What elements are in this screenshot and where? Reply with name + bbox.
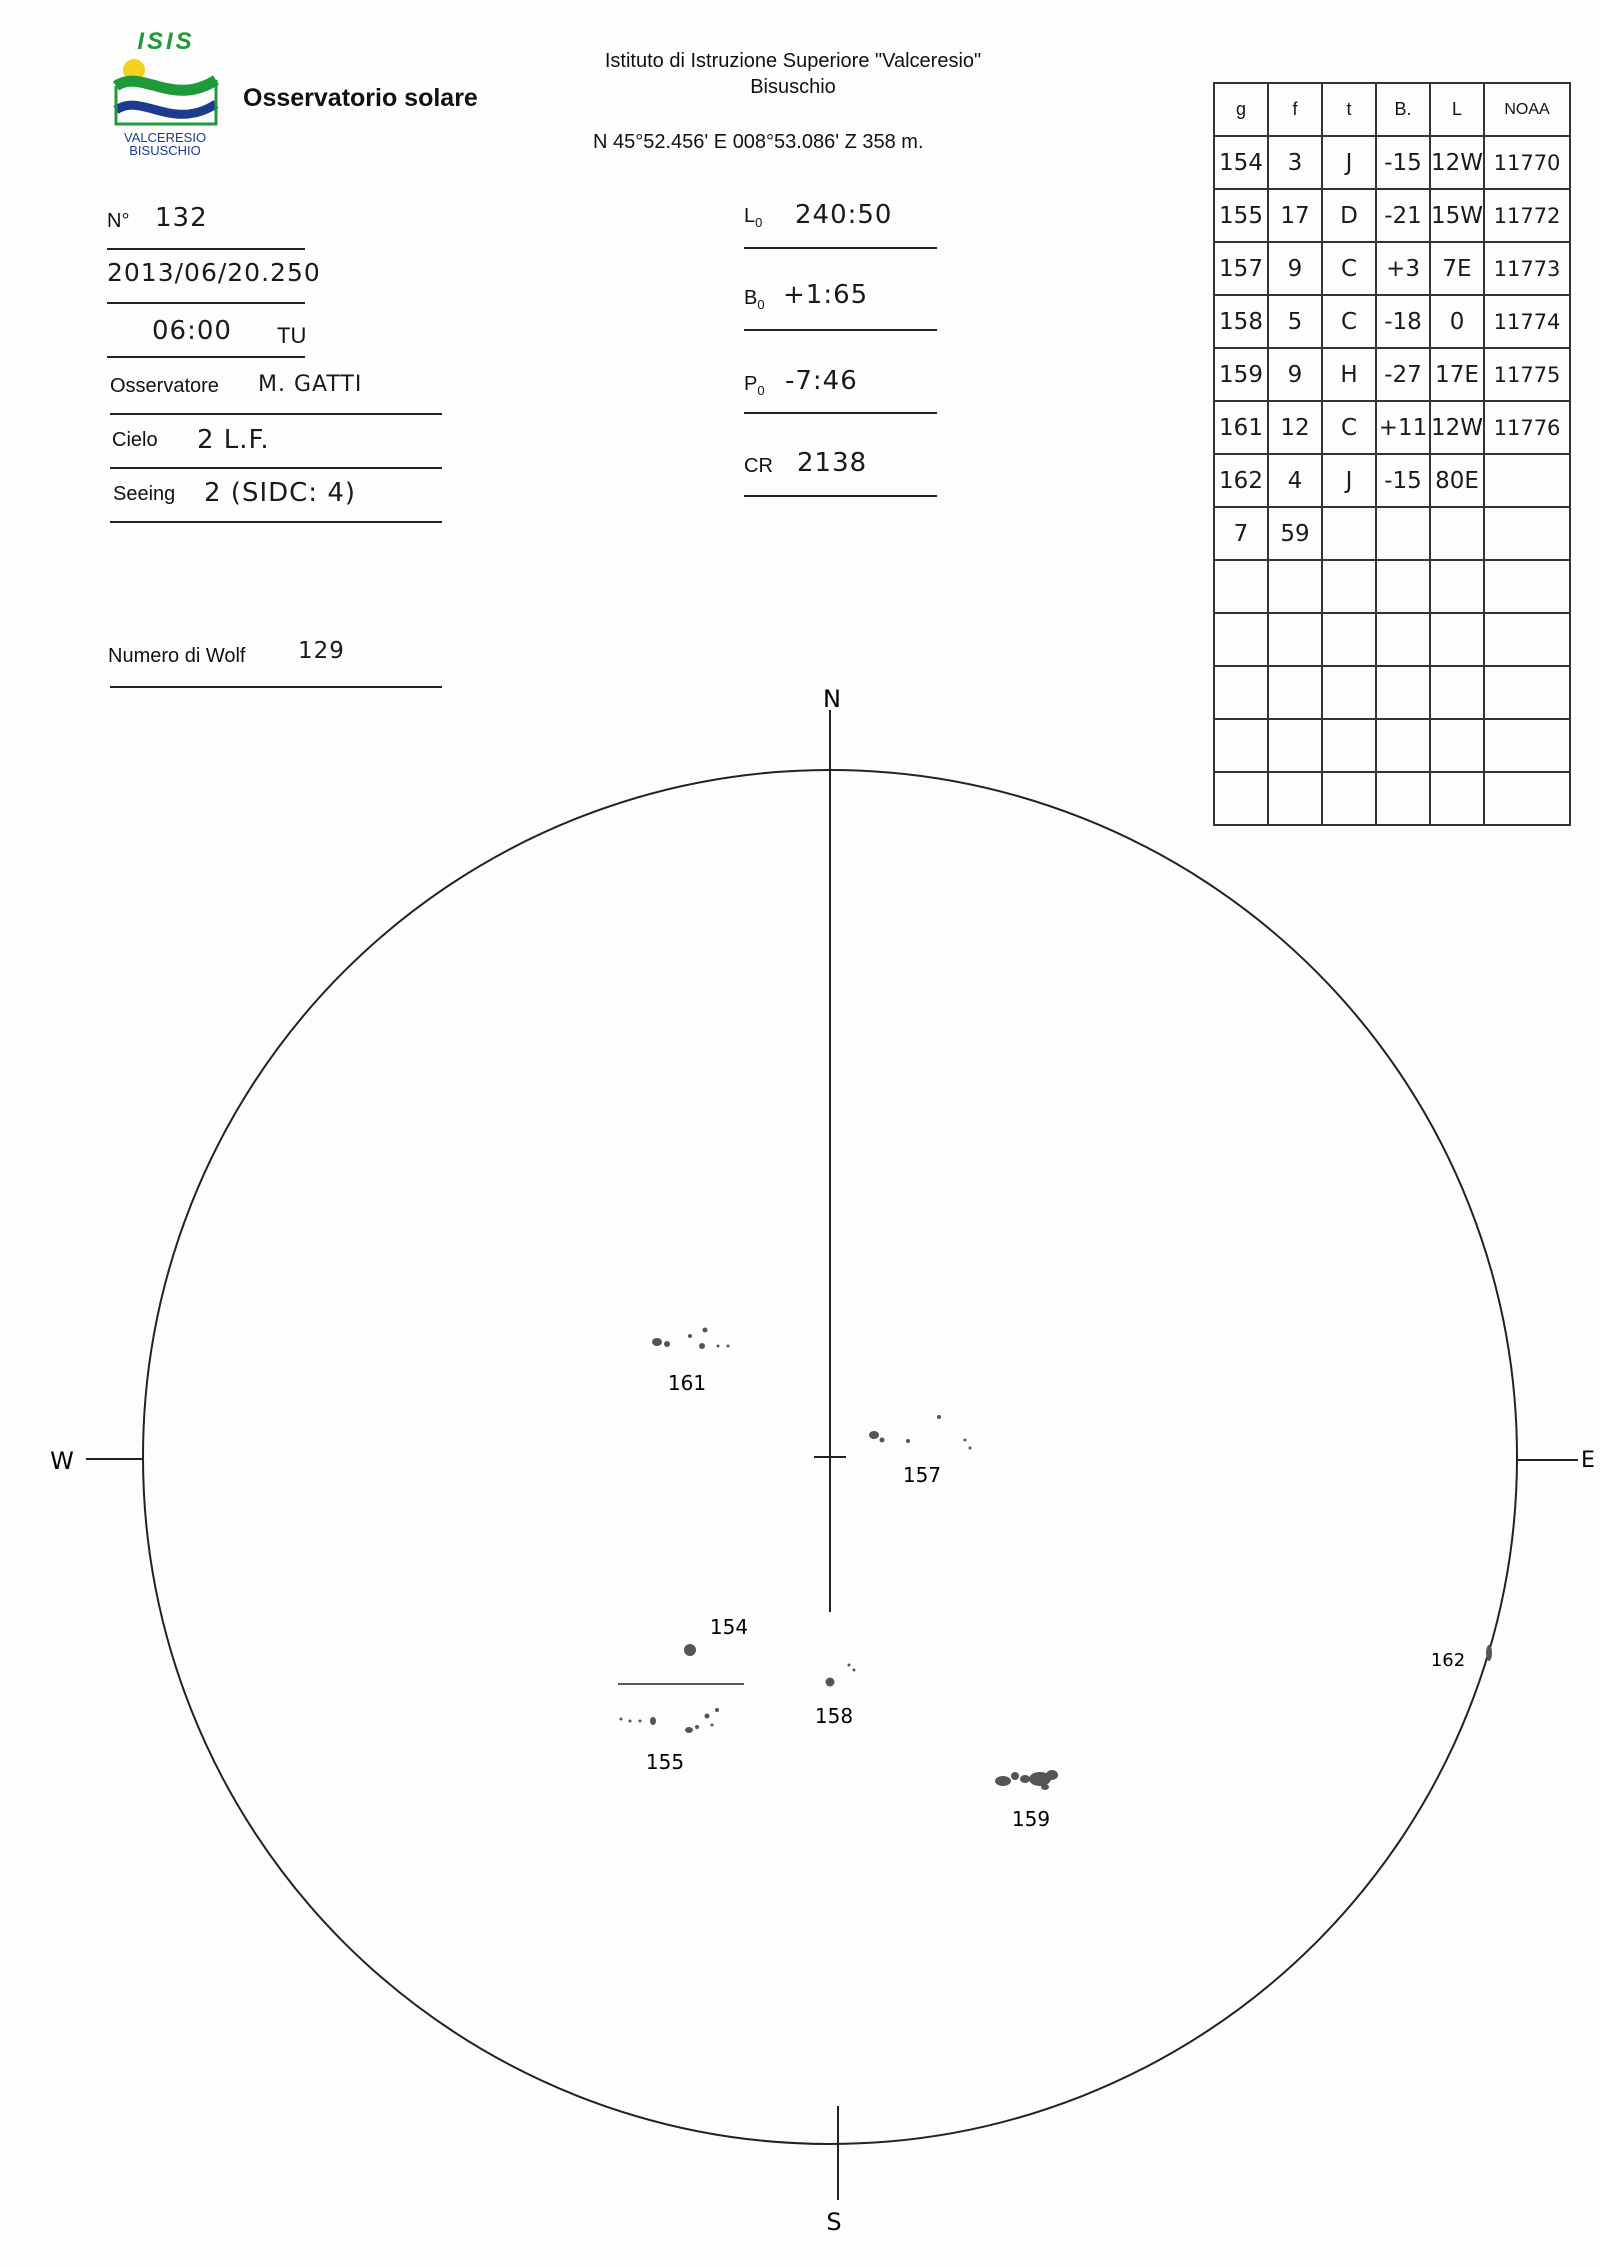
sunspot-group-155 bbox=[685, 1727, 693, 1733]
header-group: g bbox=[1214, 83, 1268, 136]
west-label: W bbox=[50, 1447, 74, 1475]
table-cell-latitude: -18 bbox=[1376, 295, 1430, 348]
table-cell-longitude: 80E bbox=[1430, 454, 1484, 507]
table-cell-longitude: 12W bbox=[1430, 136, 1484, 189]
seeing-value: 2 (SIDC: 4) bbox=[204, 478, 357, 508]
table-cell-type: J bbox=[1322, 454, 1376, 507]
number-label: N° bbox=[107, 210, 130, 232]
time-value: 06:00 bbox=[152, 316, 232, 346]
sunspot-group-155 bbox=[620, 1718, 623, 1721]
table-cell-latitude: -27 bbox=[1376, 348, 1430, 401]
sunspot-group-161 bbox=[688, 1334, 692, 1338]
table-cell-noaa: 11770 bbox=[1484, 136, 1570, 189]
table-cell-longitude: 7E bbox=[1430, 242, 1484, 295]
institute-name: Istituto di Istruzione Superiore "Valceresio" bbox=[604, 50, 982, 72]
wolf-label: Numero di Wolf bbox=[108, 645, 246, 667]
table-cell-spots: 17 bbox=[1268, 189, 1322, 242]
observatory-title: Osservatorio solare bbox=[243, 84, 478, 112]
sunspot-group-155 bbox=[695, 1725, 699, 1729]
sunspot-group-155 bbox=[715, 1708, 719, 1712]
sky-value: 2 L.F. bbox=[197, 425, 270, 455]
north-label: N bbox=[823, 685, 841, 713]
sunspot-group-157 bbox=[869, 1431, 879, 1439]
sunspot-group-157 bbox=[880, 1438, 885, 1443]
logo-subtitle-1: VALCERESIO bbox=[123, 130, 207, 145]
table-cell-longitude: 17E bbox=[1430, 348, 1484, 401]
table-cell-group: 158 bbox=[1214, 295, 1268, 348]
wolf-value: 129 bbox=[298, 638, 345, 664]
sunspot-group-158 bbox=[848, 1664, 851, 1667]
l0-value: 240:50 bbox=[795, 200, 893, 230]
table-cell-spots: 9 bbox=[1268, 242, 1322, 295]
table-cell-spots: 4 bbox=[1268, 454, 1322, 507]
group-label-157: 157 bbox=[902, 1463, 942, 1487]
table-cell-type: H bbox=[1322, 348, 1376, 401]
table-cell-group: 157 bbox=[1214, 242, 1268, 295]
table-cell-spots: 59 bbox=[1268, 507, 1322, 560]
sunspot-group-159 bbox=[995, 1776, 1011, 1786]
table-cell-type: C bbox=[1322, 401, 1376, 454]
table-cell-type: D bbox=[1322, 189, 1376, 242]
south-label: S bbox=[826, 2208, 842, 2236]
group-label-158: 158 bbox=[814, 1704, 854, 1728]
sunspot-group-157 bbox=[964, 1439, 967, 1442]
sky-label: Cielo bbox=[112, 429, 158, 451]
table-cell-longitude: 12W bbox=[1430, 401, 1484, 454]
table-cell-latitude: -21 bbox=[1376, 189, 1430, 242]
table-cell-longitude: 15W bbox=[1430, 189, 1484, 242]
sunspot-group-155 bbox=[629, 1720, 632, 1723]
sunspot-group-159 bbox=[1046, 1770, 1058, 1780]
table-cell-noaa: 11776 bbox=[1484, 401, 1570, 454]
table-cell-type: C bbox=[1322, 242, 1376, 295]
table-cell-latitude: -15 bbox=[1376, 454, 1430, 507]
b0-value: +1:65 bbox=[783, 280, 869, 310]
sunspot-group-161 bbox=[664, 1341, 670, 1347]
header-latitude: B. bbox=[1376, 83, 1430, 136]
group-label-154: 154 bbox=[709, 1615, 749, 1639]
table-cell-latitude: +3 bbox=[1376, 242, 1430, 295]
sunspot-group-161 bbox=[652, 1338, 662, 1346]
table-cell-group: 7 bbox=[1214, 507, 1268, 560]
sunspot-group-155 bbox=[650, 1717, 656, 1725]
observer-value: M. GATTI bbox=[258, 372, 363, 397]
table-cell-longitude: 0 bbox=[1430, 295, 1484, 348]
header-type: t bbox=[1322, 83, 1376, 136]
logo-wordmark: ISIS bbox=[137, 28, 195, 55]
cr-value: 2138 bbox=[797, 448, 868, 478]
institute-town: Bisuschio bbox=[750, 76, 836, 98]
b0-label: $B_0$ bbox=[744, 287, 765, 312]
table-cell-group: 162 bbox=[1214, 454, 1268, 507]
sunspot-group-161 bbox=[699, 1343, 705, 1349]
east-label: E bbox=[1581, 1448, 1595, 1473]
sunspot-group-161 bbox=[703, 1328, 708, 1333]
group-label-159: 159 bbox=[1011, 1807, 1051, 1831]
header-noaa: NOAA bbox=[1484, 83, 1570, 136]
cr-label: CR bbox=[744, 455, 773, 477]
sunspot-group-162 bbox=[1486, 1645, 1492, 1661]
table-cell-latitude: -15 bbox=[1376, 136, 1430, 189]
group-label-161: 161 bbox=[667, 1371, 707, 1395]
sunspot-group-154 bbox=[684, 1644, 696, 1656]
header-spots: f bbox=[1268, 83, 1322, 136]
group-label-162: 162 bbox=[1430, 1650, 1466, 1671]
sunspot-group-159 bbox=[1020, 1775, 1030, 1783]
table-cell-spots: 12 bbox=[1268, 401, 1322, 454]
table-cell-group: 159 bbox=[1214, 348, 1268, 401]
group-label-155: 155 bbox=[645, 1750, 685, 1774]
table-cell-type: J bbox=[1322, 136, 1376, 189]
logo-subtitle-2: BISUSCHIO bbox=[129, 143, 201, 158]
sunspot-group-159 bbox=[1011, 1772, 1019, 1780]
sunspot-group-161 bbox=[717, 1345, 720, 1348]
table-cell-latitude: +11 bbox=[1376, 401, 1430, 454]
table-cell-noaa: 11774 bbox=[1484, 295, 1570, 348]
table-cell-group: 161 bbox=[1214, 401, 1268, 454]
table-cell-noaa: 11775 bbox=[1484, 348, 1570, 401]
table-cell-spots: 5 bbox=[1268, 295, 1322, 348]
sunspot-group-157 bbox=[969, 1447, 972, 1450]
sunspot-group-158 bbox=[853, 1669, 856, 1672]
table-cell-noaa: 11773 bbox=[1484, 242, 1570, 295]
l0-label: $L_0$ bbox=[744, 205, 763, 230]
table-cell-spots: 9 bbox=[1268, 348, 1322, 401]
p0-value: -7:46 bbox=[785, 366, 858, 396]
time-unit: TU bbox=[277, 323, 307, 348]
table-cell-group: 155 bbox=[1214, 189, 1268, 242]
sunspot-group-157 bbox=[906, 1439, 910, 1443]
header-longitude: L bbox=[1430, 83, 1484, 136]
sunspot-group-157 bbox=[937, 1415, 941, 1419]
seeing-label: Seeing bbox=[113, 483, 176, 505]
p0-label: $P_0$ bbox=[744, 373, 765, 398]
sunspot-group-159 bbox=[1041, 1784, 1049, 1790]
sunspot-group-161 bbox=[727, 1345, 730, 1348]
number-value: 132 bbox=[155, 203, 208, 233]
sunspot-group-155 bbox=[705, 1714, 710, 1719]
table-cell-spots: 3 bbox=[1268, 136, 1322, 189]
table-cell-noaa: 11772 bbox=[1484, 189, 1570, 242]
date-value: 2013/06/20.250 bbox=[107, 258, 321, 287]
table-cell-type: C bbox=[1322, 295, 1376, 348]
sunspot-group-158 bbox=[826, 1678, 835, 1687]
sunspot-group-155 bbox=[639, 1720, 642, 1723]
sunspot-group-155 bbox=[711, 1724, 714, 1727]
observatory-coordinates: N 45°52.456' E 008°53.086' Z 358 m. bbox=[593, 131, 924, 153]
table-cell-group: 154 bbox=[1214, 136, 1268, 189]
observer-label: Osservatore bbox=[110, 375, 219, 397]
